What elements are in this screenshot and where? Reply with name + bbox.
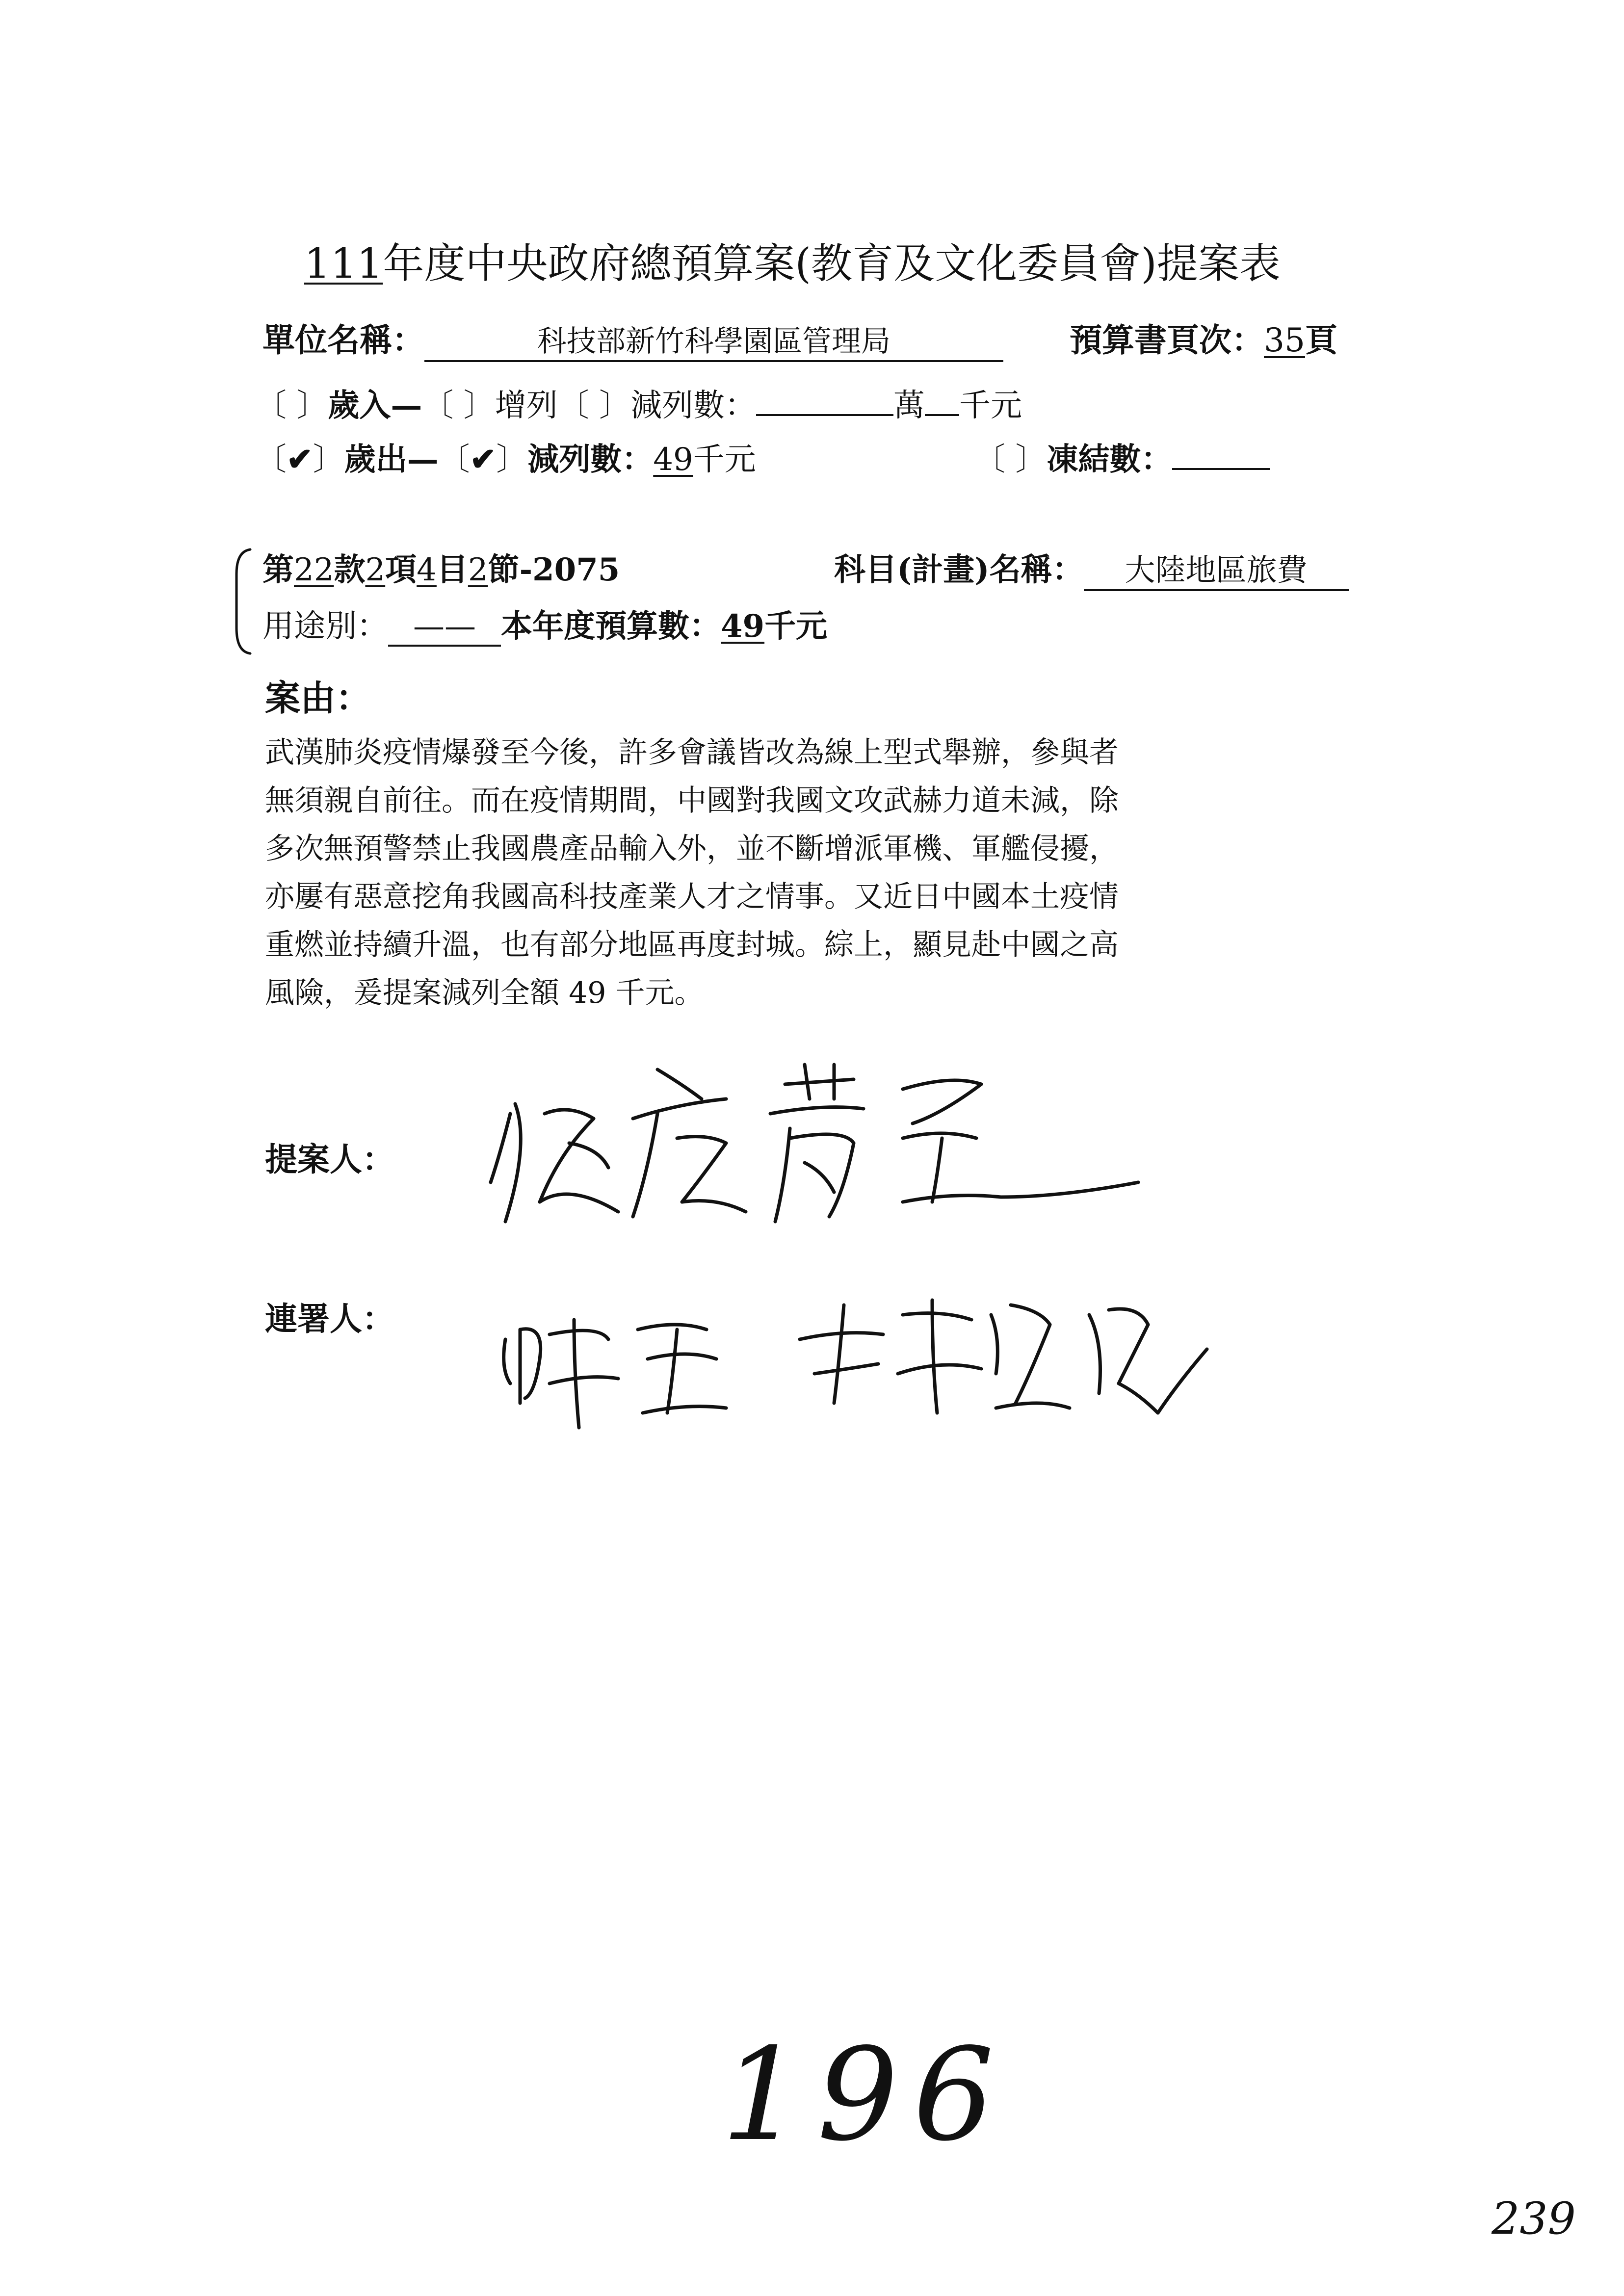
handwritten-number: 196 bbox=[721, 2021, 1009, 2169]
page-corner-number: 239 bbox=[1492, 2193, 1576, 2244]
unit-value: 科技部新竹科學園區管理局 bbox=[537, 324, 891, 359]
jie-suffix: 節-2075 bbox=[488, 551, 620, 588]
cosigners-label: 連署人： bbox=[265, 1300, 394, 1338]
freeze-checkbox: 〔 〕 bbox=[974, 442, 1047, 478]
proposer-signature bbox=[471, 1055, 1158, 1251]
subject-label: 科目(計畫)名稱： bbox=[834, 551, 1084, 588]
expense-decrease-amount: 49 bbox=[653, 442, 693, 478]
reason-body bbox=[265, 729, 1119, 1017]
usage-label: 用途別： bbox=[262, 608, 388, 645]
cosigner-signature bbox=[785, 1285, 1227, 1442]
reason-line: 武漢肺炎疫情爆發至今後，許多會議皆改為線上型式舉辦，參與者 bbox=[265, 735, 1119, 770]
revenue-decrease-label: 減列數： bbox=[630, 388, 757, 424]
mu-value: 4 bbox=[417, 552, 437, 588]
jie-value: 2 bbox=[468, 552, 488, 588]
subject-value: 大陸地區旅費 bbox=[1125, 552, 1308, 588]
budget-year: 111 bbox=[304, 239, 383, 287]
title-text: 年度中央政府總預算案(教育及文化委員會)提案表 bbox=[383, 239, 1281, 287]
cosigner-signature bbox=[491, 1285, 746, 1442]
freeze-blank bbox=[1172, 439, 1270, 470]
reason-heading: 案由： bbox=[265, 677, 371, 719]
qian-blank bbox=[925, 385, 959, 416]
budget-page-label: 預算書頁次： bbox=[1070, 321, 1264, 359]
expense-decrease-label: 減列數： bbox=[527, 441, 654, 478]
expense-decrease-checkbox: 〔✔〕 bbox=[438, 441, 528, 478]
revenue-row bbox=[255, 380, 1022, 425]
subject-row bbox=[834, 545, 1349, 591]
expense-checkbox: 〔✔〕 bbox=[255, 441, 344, 478]
increase-label: 增列 bbox=[495, 388, 558, 424]
wan-blank bbox=[756, 385, 893, 416]
freeze-label: 凍結數： bbox=[1047, 441, 1173, 478]
unit-value-field bbox=[424, 318, 1003, 362]
budget-page-row bbox=[1070, 314, 1337, 361]
budget-page-suffix: 頁 bbox=[1305, 321, 1337, 359]
expense-row bbox=[255, 434, 756, 479]
freeze-row bbox=[974, 434, 1270, 479]
reason-line: 亦屢有惡意挖角我國高科技產業人才之情事。又近日中國本土疫情 bbox=[265, 880, 1119, 914]
revenue-label: 歲入— bbox=[328, 387, 422, 424]
reason-line: 風險，爰提案減列全額 49 千元。 bbox=[265, 976, 704, 1010]
xiang-value: 2 bbox=[365, 552, 386, 588]
decrease-checkbox: 〔 〕 bbox=[557, 388, 631, 424]
check-icon: ✔ bbox=[470, 441, 497, 478]
form-title bbox=[304, 231, 1281, 290]
expense-label: 歲出— bbox=[344, 441, 439, 478]
reason-line: 重燃並持續升溫，也有部分地區再度封城。綜上，顯見赴中國之高 bbox=[265, 928, 1119, 962]
budget-label: 本年度預算數： bbox=[501, 608, 721, 645]
increase-checkbox: 〔 〕 bbox=[422, 388, 495, 424]
proposer-label: 提案人： bbox=[265, 1140, 394, 1178]
expense-decrease-unit: 千元 bbox=[693, 442, 756, 478]
unit-row bbox=[262, 314, 1003, 362]
usage-value: —— bbox=[413, 608, 476, 645]
reason-line: 多次無預警禁止我國農產品輸入外，並不斷增派軍機、軍艦侵擾， bbox=[265, 832, 1119, 866]
usage-value-field bbox=[388, 608, 501, 647]
budget-page-value: 35 bbox=[1264, 321, 1305, 359]
kuan-value: 22 bbox=[294, 552, 334, 588]
qian-label: 千元 bbox=[959, 388, 1022, 424]
item-row: 第22款2項4目2節-2075 bbox=[262, 551, 620, 588]
check-icon: ✔ bbox=[287, 441, 313, 478]
budget-unit: 千元 bbox=[764, 608, 828, 645]
item-brace bbox=[231, 545, 260, 657]
wan-label: 萬 bbox=[893, 388, 925, 424]
unit-label: 單位名稱： bbox=[262, 321, 424, 359]
revenue-checkbox: 〔 〕 bbox=[255, 388, 328, 424]
budget-value: 49 bbox=[721, 608, 765, 645]
reason-line: 無須親自前往。而在疫情期間，中國對我國文攻武赫力道未減，除 bbox=[265, 783, 1119, 818]
subject-value-field bbox=[1084, 546, 1349, 591]
usage-row bbox=[262, 601, 827, 647]
